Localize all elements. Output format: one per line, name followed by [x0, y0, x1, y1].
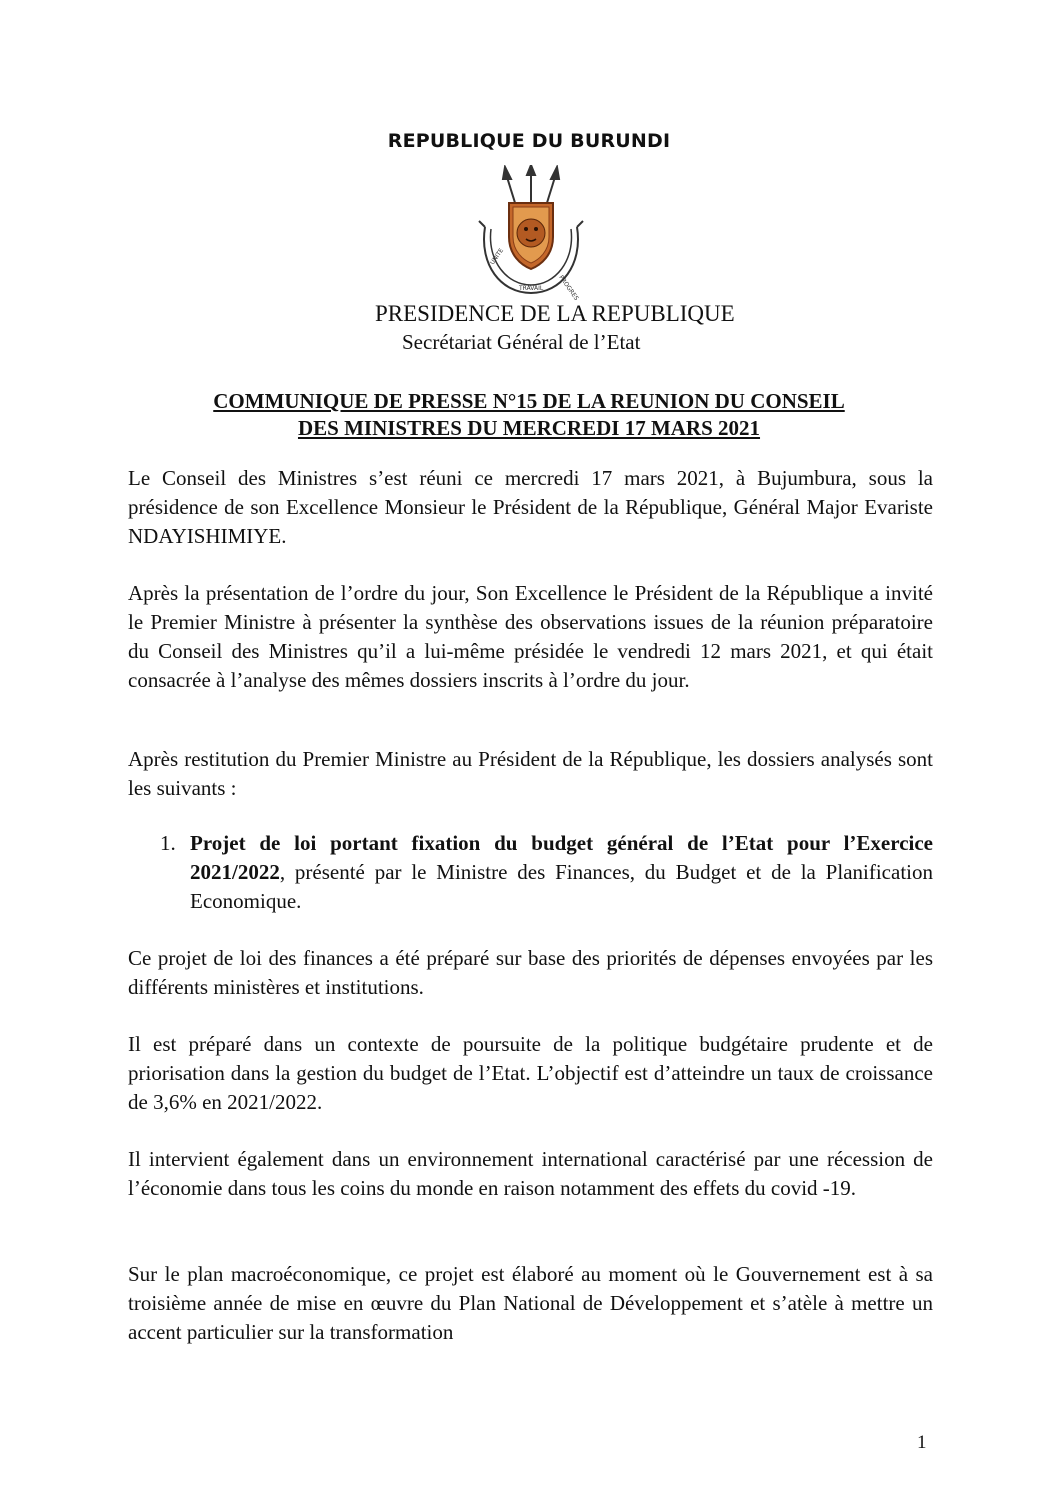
paragraph-7: Sur le plan macroéconomique, ce projet est élaboré au moment où le Gouvernement est à sa troisième année de mise en œuvre du Plan National de Développement et s’atèle à mettre un accent particulier sur la transformation — [128, 1262, 933, 1344]
paragraph-4: Ce projet de loi des finances a été préparé sur base des priorités de dépenses envoyées par les différents ministères et institutions. — [128, 946, 933, 999]
svg-text:TRAVAIL: TRAVAIL — [519, 285, 544, 292]
list-item-number: 1. — [160, 831, 176, 855]
list-item-text — [190, 829, 933, 916]
paragraph-6: Il intervient également dans un environnement international caractérisé par une récession de l’économie dans tous les coins du monde en raison notamment des effets du covid -19. — [128, 1147, 933, 1200]
list-item — [160, 829, 933, 916]
svg-text:PROGRES: PROGRES — [557, 274, 580, 301]
press-release-title — [100, 388, 958, 442]
secretariat-heading: Secrétariat Général de l’Etat — [402, 330, 641, 354]
country-heading: REPUBLIQUE DU BURUNDI — [387, 130, 671, 152]
presidency-heading: PRESIDENCE DE LA REPUBLIQUE — [375, 301, 735, 326]
paragraph-1: Le Conseil des Ministres s’est réuni ce mercredi 17 mars 2021, à Bujumbura, sous la présidence de son Excellence Monsieur le Président de la République, Général Major Evariste NDAYISHIMIYE. — [128, 466, 933, 548]
title-line-1: COMMUNIQUE DE PRESSE N°15 DE LA REUNION DU CONSEIL — [213, 389, 845, 413]
page-number: 1 — [917, 1432, 927, 1453]
paragraph-5: Il est préparé dans un contexte de poursuite de la politique budgétaire prudente et de priorisation dans la gestion du budget de l’Etat. L’objectif est d’atteindre un taux de croissance de 3,6% en 2021/2022. — [128, 1032, 933, 1114]
coat-of-arms-icon — [471, 165, 591, 301]
list-item-bold-text: Projet de loi portant fixation du budget général de l’Etat pour l’Exercice 2021/2022 — [190, 831, 933, 884]
title-line-2: DES MINISTRES DU MERCREDI 17 MARS 2021 — [297, 416, 761, 440]
svg-text:UNITE: UNITE — [488, 247, 506, 267]
paragraph-3: Après restitution du Premier Ministre au Président de la République, les dossiers analysés sont les suivants : — [128, 747, 933, 800]
list-item-rest-text: , présenté par le Ministre des Finances, du Budget et de la Planification Economique. — [190, 860, 933, 913]
paragraph-2: Après la présentation de l’ordre du jour, Son Excellence le Président de la République a invité le Premier Ministre à présenter la synthèse des observations issues de la réunion préparatoire du Conseil des Ministres qu’il a lui-même présidée le vendredi 12 mars 2021, et qui était consacrée à l’analyse des mêmes dossiers inscrits à l’ordre du jour. — [128, 581, 933, 692]
